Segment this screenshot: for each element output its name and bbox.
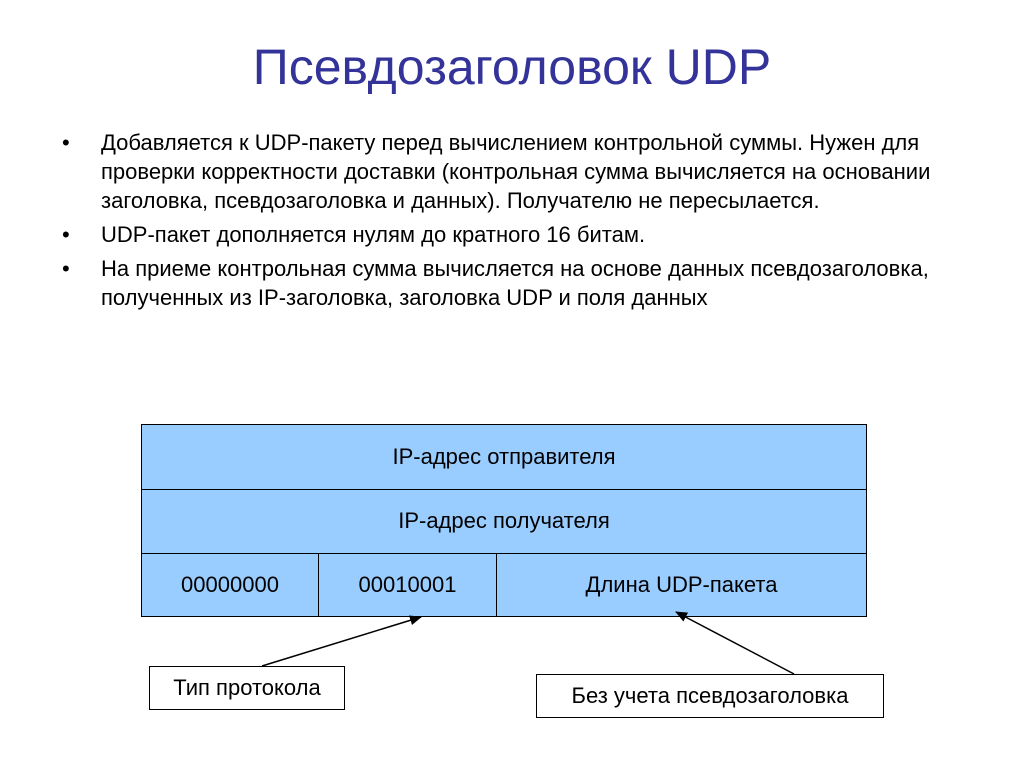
pseudoheader-table [141, 424, 867, 617]
protocol-type-arrow [262, 617, 421, 666]
zero-byte-cell: 00000000 [142, 553, 319, 616]
protocol-type-callout: Тип протокола [149, 666, 345, 710]
bullet-text: На приеме контрольная сумма вычисляется на основе данных псевдозаголовка, полученных из IP-заголовка, заголовка UDP и поля данных [101, 256, 929, 310]
bullet-dot: • [62, 130, 70, 155]
bullet-dot: • [62, 256, 70, 281]
table-row-fields [142, 553, 866, 616]
bullet-list [62, 128, 962, 317]
table-row-dest-ip [142, 489, 866, 554]
udp-length-cell: Длина UDP-пакета [585, 571, 778, 597]
bullet-item [62, 254, 962, 312]
dest-ip-cell: IP-адрес получателя [398, 508, 610, 533]
table-row-source-ip [142, 425, 866, 490]
protocol-cell: 00010001 [319, 553, 497, 616]
bullet-text: UDP-пакет дополняется нулям до кратного 16 битам. [101, 222, 646, 247]
bullet-item [62, 128, 962, 215]
bullet-text: Добавляется к UDP-пакету перед вычислением контрольной суммы. Нужен для проверки корректности доставки (контрольная сумма вычисляется на основании заголовка, псевдозаголовка и данных). Получателю не пересылается. [101, 130, 931, 213]
bullet-item [62, 220, 962, 249]
source-ip-cell: IP-адрес отправителя [392, 444, 616, 469]
bullet-dot: • [62, 222, 70, 247]
no-pseudoheader-callout: Без учета псевдозаголовка [536, 674, 884, 718]
no-pseudoheader-arrow [676, 612, 794, 674]
slide-title: Псевдозаголовок UDP [252, 39, 772, 95]
